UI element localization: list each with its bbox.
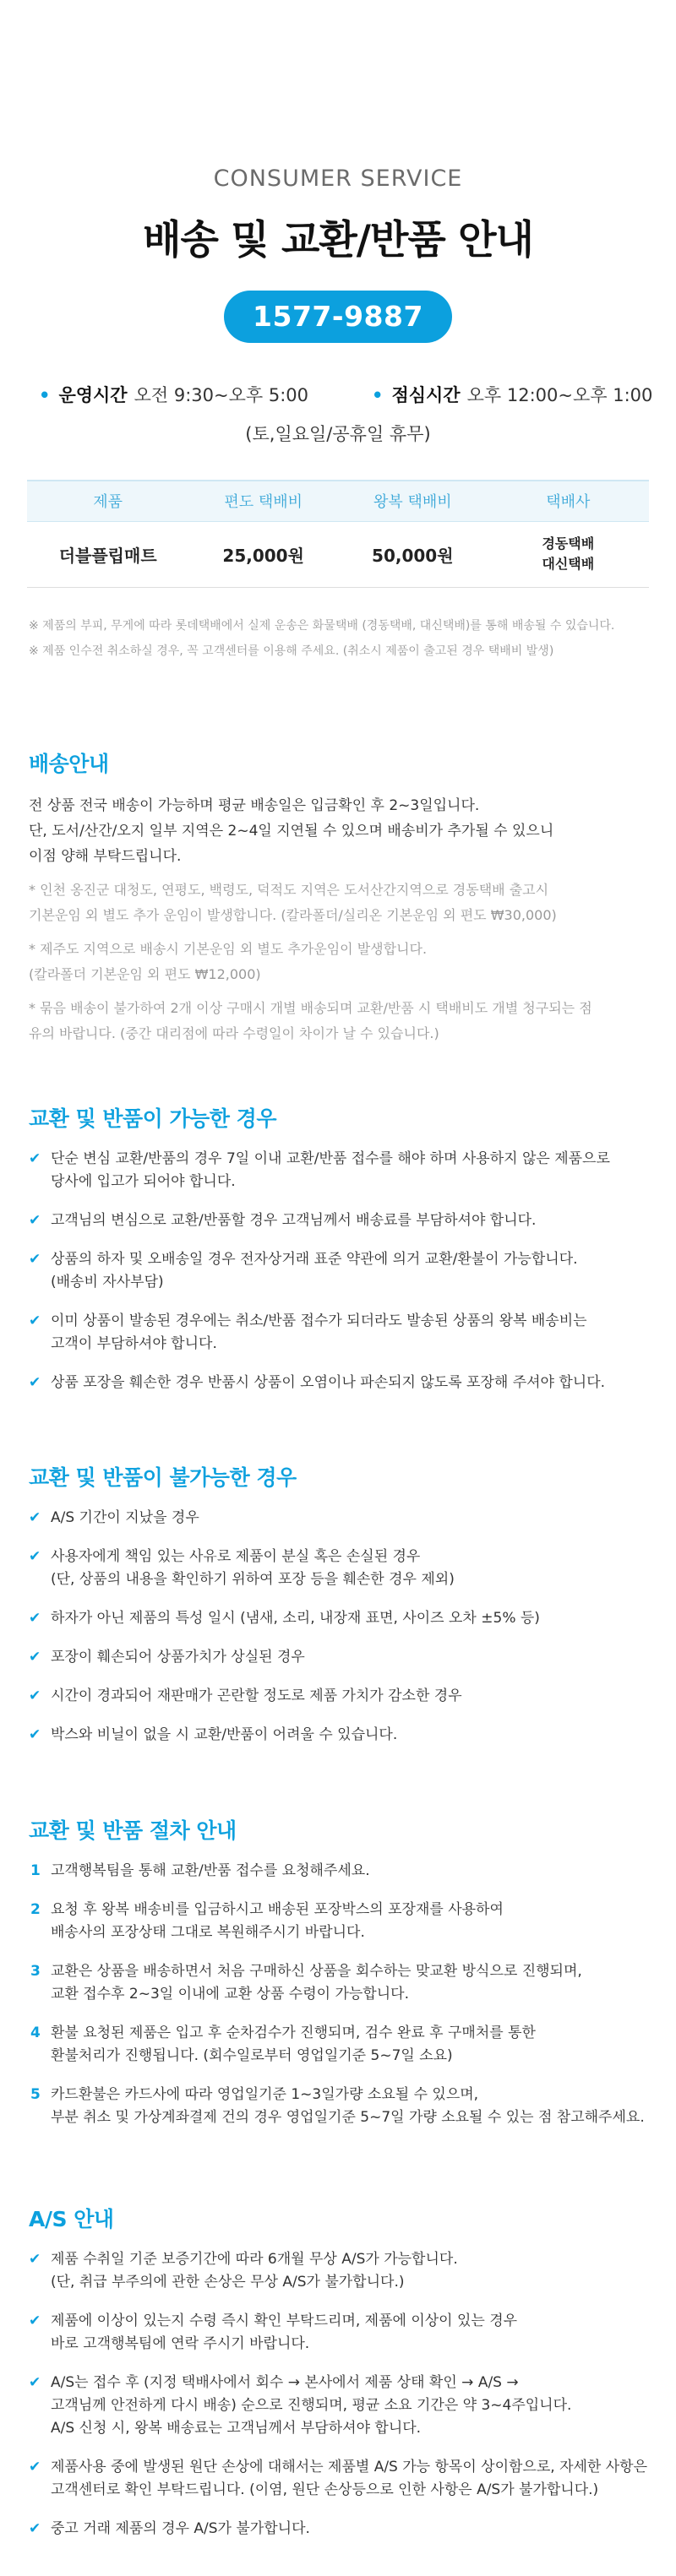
item-line: (단, 취급 부주의에 관한 손상은 무상 A/S가 불가합니다.) (51, 2274, 405, 2291)
step-number: 1 (30, 1862, 41, 1879)
section-title: 교환 및 반품 절차 안내 (29, 1818, 237, 1843)
courier-cell (488, 521, 649, 587)
paragraph-line: 단, 도서/산간/오지 일부 지역은 2~4일 지연될 수 있으며 배송비가 추가될 수 있으니 (29, 823, 554, 840)
courier-name: 경동택배 (542, 535, 595, 552)
item-line: 단순 변심 교환/반품의 경우 7일 이내 교환/반품 접수를 해야 하며 사용하지 않은 제품으로 (51, 1150, 610, 1167)
lunch-hours-label: 점심시간 (391, 385, 461, 405)
paragraph-line: 이점 양해 부탁드립니다. (29, 848, 182, 865)
phone-number-badge[interactable]: 1577-9887 (224, 291, 452, 343)
exchange-possible-section (29, 1102, 654, 1410)
item-line: 시간이 경과되어 재판매가 곤란할 정도로 제품 가치가 감소한 경우 (51, 1687, 462, 1704)
item-line: 상품의 하자 및 오배송일 경우 전자상거래 표준 약관에 의거 교환/환불이 가능합니다. (51, 1251, 578, 1268)
item-line: 중고 거래 제품의 경우 A/S가 불가합니다. (51, 2520, 310, 2537)
check-icon: ✔ (29, 1150, 41, 1167)
table-row (27, 521, 649, 587)
list-item (29, 1209, 654, 1232)
list-item (29, 2518, 654, 2541)
check-icon: ✔ (29, 1212, 41, 1229)
list-item (29, 1860, 654, 1883)
item-line: A/S는 접수 후 (지정 택배사에서 회수 → 본사에서 제품 상태 확인 → A/S → (51, 2374, 519, 2391)
holiday-note: (토,일요일/공휴일 휴무) (245, 424, 431, 444)
bullet-dot-icon: • (39, 385, 51, 405)
item-line: 환불 요청된 제품은 입고 후 순차검수가 진행되며, 검수 완료 후 구매처를 통한 (51, 2024, 536, 2041)
fine-print-line: ※ 제품의 부피, 무게에 따라 롯데택배에서 실제 운송은 화물택배 (경동택배, 대신택배)를 통해 배송될 수 있습니다. (29, 619, 615, 633)
list-item (29, 2310, 654, 2356)
page-title: 배송 및 교환/반품 안내 (143, 217, 533, 264)
column-header: 제품 (27, 481, 188, 521)
note-line: * 인천 옹진군 대청도, 연평도, 백령도, 덕적도 지역은 도서산간지역으로 경동택배 출고시 (29, 882, 549, 898)
step-number: 5 (30, 2086, 41, 2103)
section-subtitle: CONSUMER SERVICE (213, 166, 463, 192)
item-line: 배송사의 포장상태 그대로 복원해주시기 바랍니다. (51, 1924, 365, 1941)
item-line: 고객이 부담하셔야 합니다. (51, 1335, 217, 1352)
note-line: * 제주도 지역으로 배송시 기본운임 외 별도 추가운임이 발생합니다. (29, 941, 428, 957)
lunch-hours (372, 382, 652, 407)
bullet-dot-icon: • (372, 385, 384, 405)
item-line: 요청 후 왕복 배송비를 입금하시고 배송된 포장박스의 포장재를 사용하여 (51, 1901, 504, 1918)
check-icon: ✔ (29, 1610, 41, 1627)
operating-hours-label: 운영시간 (58, 385, 128, 405)
list-item (29, 1372, 654, 1394)
shipping-note (29, 937, 654, 987)
check-icon: ✔ (29, 1312, 41, 1329)
list-item (29, 1646, 654, 1669)
list-item (29, 2084, 654, 2129)
table-header-row (27, 481, 649, 521)
shipping-note (29, 878, 654, 928)
item-line: 교환 접수후 2~3일 이내에 교환 상품 수령이 가능합니다. (51, 1986, 409, 2003)
check-icon: ✔ (29, 2312, 41, 2329)
lunch-hours-value: 오후 12:00~오후 1:00 (466, 385, 653, 405)
item-line: A/S 기간이 지났을 경우 (51, 1509, 199, 1526)
list-item (29, 2248, 654, 2294)
check-icon: ✔ (29, 1687, 41, 1704)
check-icon: ✔ (29, 1649, 41, 1666)
shipping-fee-table (27, 480, 649, 588)
item-line: 당사에 입고가 되어야 합니다. (51, 1173, 236, 1190)
check-icon: ✔ (29, 2251, 41, 2268)
check-icon: ✔ (29, 2520, 41, 2537)
shipping-section (29, 747, 654, 1046)
list-item (29, 1507, 654, 1530)
shipping-note (29, 996, 654, 1046)
column-header: 편도 택배비 (188, 481, 338, 521)
numbered-list (29, 1860, 654, 2129)
item-line: 제품사용 중에 발생된 원단 손상에 대해서는 제품별 A/S 가능 항목이 상이함으로, 자세한 사항은 (51, 2459, 648, 2475)
check-list (29, 2248, 654, 2541)
check-icon: ✔ (29, 1374, 41, 1391)
list-item (29, 1724, 654, 1747)
check-list (29, 1507, 654, 1747)
list-item (29, 1607, 654, 1630)
note-line: 유의 바랍니다. (중간 대리점에 따라 수령일이 차이가 날 수 있습니다.) (29, 1025, 439, 1041)
section-title: 배송안내 (29, 752, 109, 776)
check-icon: ✔ (29, 1548, 41, 1565)
check-icon: ✔ (29, 1251, 41, 1268)
product-cell: 더블플립매트 (27, 521, 188, 587)
section-title: 교환 및 반품이 불가능한 경우 (29, 1465, 297, 1490)
list-item (29, 2456, 654, 2502)
courier-name: 대신택배 (542, 556, 595, 572)
check-icon: ✔ (29, 2459, 41, 2475)
fine-print-line: ※ 제품 인수전 취소하실 경우, 꼭 고객센터를 이용해 주세요. (취소시 제품이 출고된 경우 택배비 발생) (29, 644, 554, 658)
list-item (29, 1310, 654, 1356)
check-icon: ✔ (29, 1726, 41, 1743)
item-line: (배송비 자사부담) (51, 1274, 164, 1291)
fine-print (29, 613, 654, 664)
check-icon: ✔ (29, 1509, 41, 1526)
note-line: * 묶음 배송이 불가하여 2개 이상 구매시 개별 배송되며 교환/반품 시 택배비도 개별 청구되는 점 (29, 1000, 592, 1016)
column-header: 왕복 택배비 (338, 481, 488, 521)
list-item (29, 1685, 654, 1708)
item-line: 상품 포장을 훼손한 경우 반품시 상품이 오염이나 파손되지 않도록 포장해 주셔야 합니다. (51, 1374, 606, 1391)
item-line: (단, 상품의 내용을 확인하기 위하여 포장 등을 훼손한 경우 제외) (51, 1571, 455, 1588)
item-line: 하자가 아닌 제품의 특성 일시 (냄새, 소리, 내장재 표면, 사이즈 오차 ±5% 등) (51, 1610, 540, 1627)
check-icon: ✔ (29, 2374, 41, 2391)
step-number: 4 (30, 2024, 41, 2041)
item-line: 고객님의 변심으로 교환/반품할 경우 고객님께서 배송료를 부담하셔야 합니다. (51, 1212, 537, 1229)
item-line: 제품에 이상이 있는지 수령 즉시 확인 부탁드리며, 제품에 이상이 있는 경우 (51, 2312, 518, 2329)
item-line: 고객행복팀을 통해 교환/반품 접수를 요청해주세요. (51, 1862, 370, 1879)
paragraph-line: 전 상품 전국 배송이 가능하며 평균 배송일은 입금확인 후 2~3일입니다. (29, 797, 480, 814)
header (0, 166, 676, 343)
item-line: A/S 신청 시, 왕복 배송료는 고객님께서 부담하셔야 합니다. (51, 2420, 422, 2437)
list-item (29, 1960, 654, 2006)
after-service-section (29, 2203, 654, 2557)
list-item (29, 2372, 654, 2440)
list-item (29, 1148, 654, 1193)
operating-hours-value: 오전 9:30~오후 5:00 (134, 385, 308, 405)
item-line: 부분 취소 및 가상계좌결제 건의 경우 영업일기준 5~7일 가량 소요될 수 있는 점 참고해주세요. (51, 2109, 645, 2126)
item-line: 환불처리가 진행됩니다. (회수일로부터 영업일기준 5~7일 소요) (51, 2047, 453, 2064)
section-title: 교환 및 반품이 가능한 경우 (29, 1106, 276, 1131)
item-line: 이미 상품이 발송된 경우에는 취소/반품 접수가 되더라도 발송된 상품의 왕복 배송비는 (51, 1312, 587, 1329)
item-line: 카드환불은 카드사에 따라 영업일기준 1~3일가량 소요될 수 있으며, (51, 2086, 479, 2103)
return-procedure-section (29, 1814, 654, 2145)
item-line: 사용자에게 책임 있는 사유로 제품이 분실 혹은 손실된 경우 (51, 1548, 421, 1565)
oneway-fee-cell: 25,000원 (188, 521, 338, 587)
item-line: 바로 고객행복팀에 연락 주시기 바랍니다. (51, 2335, 310, 2352)
step-number: 2 (30, 1901, 41, 1918)
list-item (29, 1899, 654, 1944)
section-body (29, 793, 654, 1046)
list-item (29, 1546, 654, 1591)
roundtrip-fee-cell: 50,000원 (338, 521, 488, 587)
list-item (29, 2022, 654, 2068)
section-title: A/S 안내 (29, 2207, 114, 2231)
list-item (29, 1248, 654, 1294)
exchange-impossible-section (29, 1461, 654, 1763)
step-number: 3 (30, 1963, 41, 1980)
column-header: 택배사 (488, 481, 649, 521)
item-line: 교환은 상품을 배송하면서 처음 구매하신 상품을 회수하는 맞교환 방식으로 진행되며, (51, 1963, 582, 1980)
note-line: (칼라폴더 기본운임 외 편도 ₩12,000) (29, 966, 261, 982)
item-line: 고객님께 안전하게 다시 배송) 순으로 진행되며, 평균 소요 기간은 약 3~4주입니다. (51, 2397, 572, 2414)
check-list (29, 1148, 654, 1394)
operating-hours (39, 382, 308, 407)
item-line: 고객센터로 확인 부탁드립니다. (이염, 원단 손상등으로 인한 사항은 A/S가 불가합니다.) (51, 2481, 599, 2498)
note-line: 기본운임 외 별도 추가 운임이 발생합니다. (칼라폴더/실리온 기본운임 외 편도 ₩30,000) (29, 907, 557, 923)
item-line: 제품 수취일 기준 보증기간에 따라 6개월 무상 A/S가 가능합니다. (51, 2251, 458, 2268)
item-line: 박스와 비닐이 없을 시 교환/반품이 어려울 수 있습니다. (51, 1726, 398, 1743)
item-line: 포장이 훼손되어 상품가치가 상실된 경우 (51, 1649, 305, 1666)
